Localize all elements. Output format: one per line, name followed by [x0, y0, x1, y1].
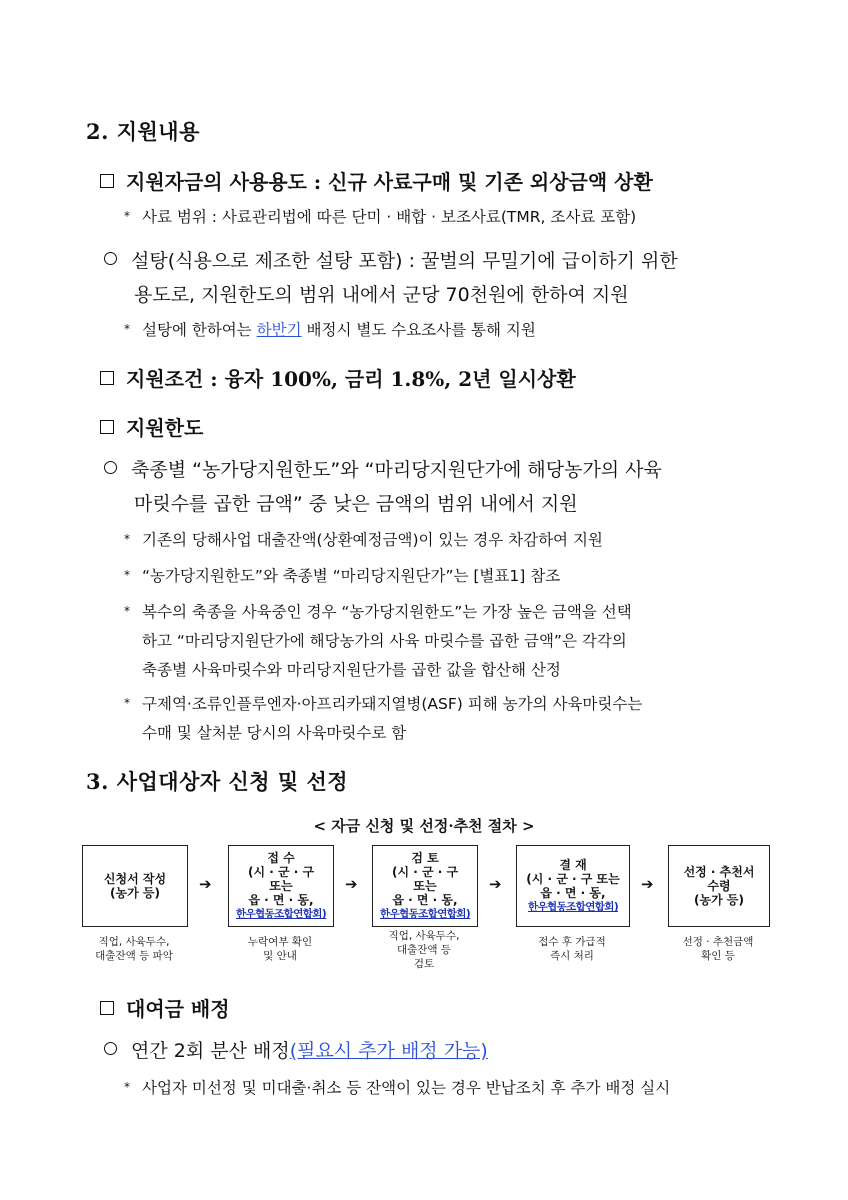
- circle-bullet-icon: [104, 252, 117, 265]
- flow-step-4-line2: (시 · 군 · 구 또는: [526, 872, 620, 886]
- limit-note-3-line3: 축종별 사육마릿수와 마리당지원단가를 곱한 값을 합산해 산정: [142, 661, 561, 679]
- flow-step-5-desc: 선정 · 추천금액 확인 등: [682, 936, 754, 962]
- flow-step-2-box: [228, 845, 334, 927]
- flow-step-2-line1: 접 수: [267, 851, 295, 865]
- right-arrow-icon: ➔: [489, 875, 502, 893]
- square-bullet-icon: [100, 174, 114, 188]
- limit-note-4-line1: [124, 692, 642, 714]
- allocation-note: [124, 1076, 670, 1098]
- usage-note-text: 사료 범위 : 사료관리법에 따른 단미 · 배합 · 보조사료(TMR, 조사료 포함): [142, 208, 637, 226]
- asterisk-icon: *: [124, 568, 130, 582]
- flow-step-5-line3: (농가 등): [694, 893, 744, 907]
- limit-note-1-text: 기존의 당해사업 대출잔액(상환예정금액)이 있는 경우 차감하여 지원: [142, 531, 603, 549]
- flow-step-3-box: [372, 845, 478, 927]
- usage-heading: [100, 166, 653, 195]
- limit-heading-text: 지원한도: [126, 416, 204, 440]
- limit-note-3-line2: 하고 “마리당지원단가에 해당농가의 사육 마릿수를 곱한 금액”은 각각의: [142, 632, 627, 650]
- flow-step-5-box: [668, 845, 770, 927]
- flow-step-1-line1: 신청서 작성: [103, 872, 167, 886]
- condition-heading-text: 지원조건 : 융자 100%, 금리 1.8%, 2년 일시상환: [126, 367, 576, 391]
- allocation-note-text: 사업자 미선정 및 미대출·취소 등 잔액이 있는 경우 반납조치 후 추가 배정 실시: [142, 1079, 671, 1097]
- flow-step-3-org: 한우협동조합연합회): [379, 908, 471, 920]
- sugar-bullet-line2: 용도로, 지원한도의 범위 내에서 군당 70천원에 한하여 지원: [134, 284, 629, 306]
- asterisk-icon: *: [124, 604, 130, 618]
- limit-note-2: [124, 564, 560, 586]
- asterisk-icon: *: [124, 322, 130, 336]
- asterisk-icon: *: [124, 209, 130, 223]
- asterisk-icon: *: [124, 696, 130, 710]
- flow-step-3-line3: 또는: [413, 879, 437, 893]
- section-2-heading: 2. 지원내용: [86, 119, 200, 144]
- flow-step-2-line2: (시 · 군 · 구: [247, 865, 315, 879]
- limit-note-3-text1: 복수의 축종을 사육중인 경우 “농가당지원한도”는 가장 높은 금액을 선택: [142, 603, 632, 621]
- sugar-note-post: 배정시 별도 수요조사를 통해 지원: [301, 321, 536, 339]
- flow-step-4-line3: 읍 · 면 · 동,: [540, 886, 606, 900]
- right-arrow-icon: ➔: [199, 875, 212, 893]
- flow-step-4-org: 한우협동조합연합회): [527, 901, 619, 913]
- flow-step-1-box: [82, 845, 188, 927]
- square-bullet-icon: [100, 371, 114, 385]
- sugar-text-line1: 설탕(식용으로 제조한 설탕 포함) : 꿀벌의 무밀기에 급이하기 위한: [131, 250, 678, 272]
- usage-heading-text: 지원자금의 사용용도 : 신규 사료구매 및 기존 외상금액 상환: [126, 170, 653, 194]
- usage-note: [124, 205, 636, 227]
- limit-note-4-text1: 구제역·조류인플루엔자·아프리카돼지열병(ASF) 피해 농가의 사육마릿수는: [142, 695, 643, 713]
- section-3-heading: 3. 사업대상자 신청 및 선정: [86, 769, 349, 794]
- flow-step-3-desc: 직업, 사육두수, 대출잔액 등 검토: [388, 930, 460, 970]
- square-bullet-icon: [100, 1001, 114, 1015]
- allocation-bullet: [104, 1036, 488, 1063]
- flow-step-4-box: [516, 845, 630, 927]
- limit-note-2-text: “농가당지원한도”와 축종별 “마리당지원단가”는 [별표1] 참조: [142, 567, 561, 585]
- condition-heading: [100, 363, 576, 392]
- allocation-heading: [100, 993, 230, 1022]
- flow-step-4-desc: 접수 후 가급적 즉시 처리: [538, 936, 606, 962]
- flow-step-3-line2: (시 · 군 · 구: [391, 865, 459, 879]
- flow-step-3-line4: 읍 · 면 · 동,: [392, 893, 458, 907]
- allocation-heading-text: 대여금 배정: [126, 997, 230, 1021]
- limit-note-4-line2: 수매 및 살처분 당시의 사육마릿수로 함: [142, 724, 407, 742]
- sugar-note: [124, 318, 536, 340]
- asterisk-icon: *: [124, 532, 130, 546]
- sugar-note-pre: 설탕에 한하여는: [142, 321, 257, 339]
- limit-bullet-text1: 축종별 “농가당지원한도”와 “마리당지원단가에 해당농가의 사육: [131, 459, 662, 481]
- flow-step-5-line2: 수령: [707, 879, 731, 893]
- right-arrow-icon: ➔: [641, 875, 654, 893]
- sugar-bullet-line1: [104, 246, 678, 273]
- additional-allocation-link[interactable]: (필요시 추가 배정 가능): [289, 1040, 488, 1062]
- allocation-bullet-text: 연간 2회 분산 배정: [131, 1040, 290, 1062]
- limit-note-3-line1: [124, 600, 632, 622]
- limit-bullet-line2: 마릿수를 곱한 금액” 중 낮은 금액의 범위 내에서 지원: [134, 493, 578, 515]
- limit-note-1: [124, 528, 603, 550]
- limit-bullet-line1: [104, 455, 662, 482]
- flow-step-2-line4: 읍 · 면 · 동,: [248, 893, 314, 907]
- circle-bullet-icon: [104, 461, 117, 474]
- asterisk-icon: *: [124, 1080, 130, 1094]
- flow-step-3-line1: 검 토: [411, 851, 439, 865]
- right-arrow-icon: ➔: [345, 875, 358, 893]
- limit-heading: [100, 412, 203, 441]
- flow-step-2-line3: 또는: [269, 879, 293, 893]
- square-bullet-icon: [100, 420, 114, 434]
- flow-step-4-line1: 결 재: [559, 858, 587, 872]
- flow-step-5-line1: 선정 · 추천서: [683, 865, 755, 879]
- flow-step-2-desc: 누락여부 확인 및 안내: [247, 936, 313, 962]
- flow-step-1-desc: 직업, 사육두수, 대출잔액 등 파악: [95, 936, 173, 962]
- flow-step-1-line2: (농가 등): [110, 886, 160, 900]
- second-half-link[interactable]: 하반기: [256, 321, 302, 339]
- flow-title: < 자금 신청 및 선정·추천 절차 >: [313, 817, 535, 835]
- circle-bullet-icon: [104, 1042, 117, 1055]
- flow-step-2-org: 한우협동조합연합회): [235, 908, 327, 920]
